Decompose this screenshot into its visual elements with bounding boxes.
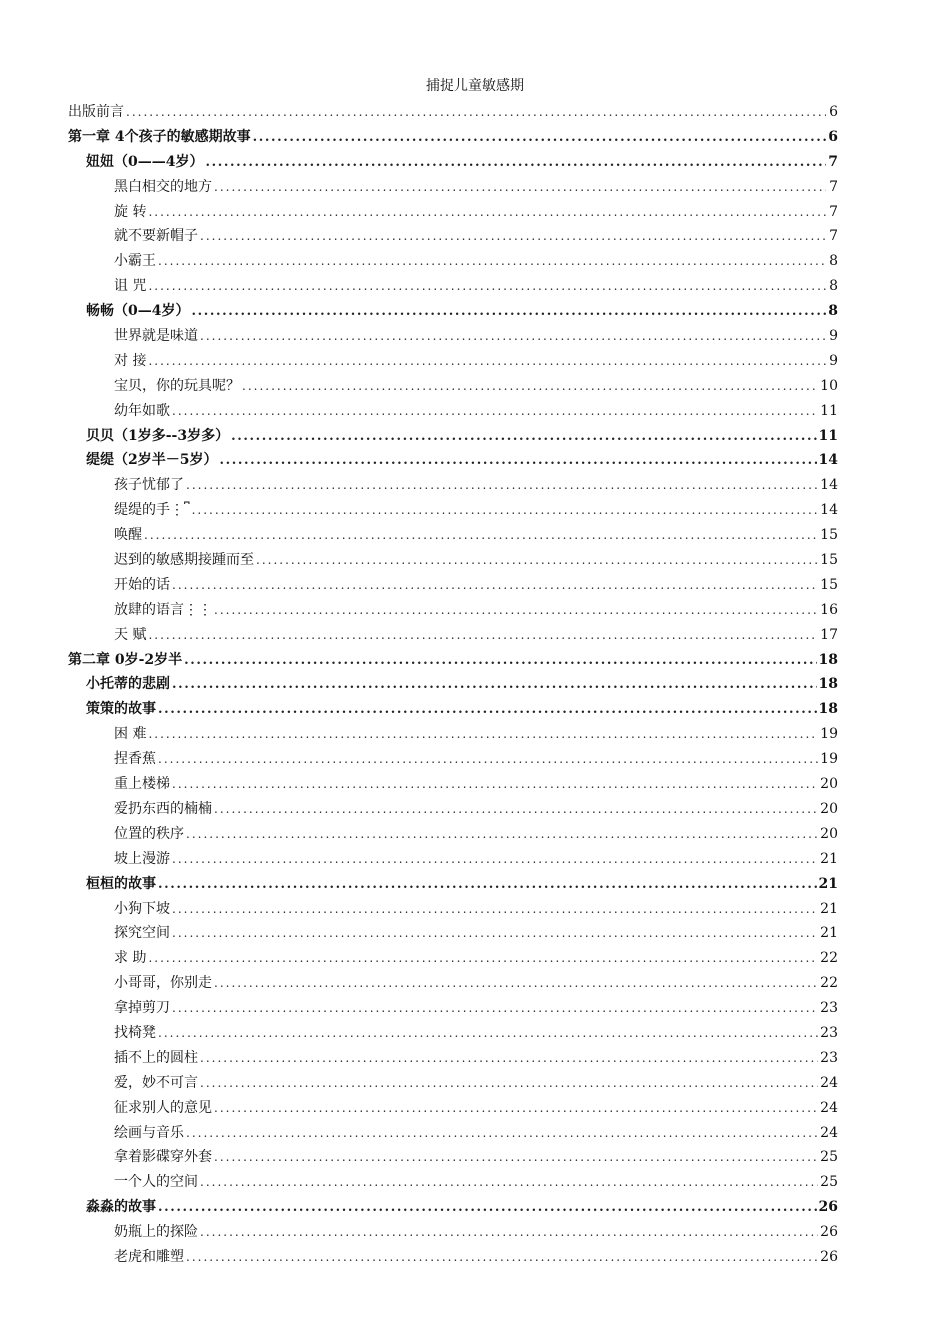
toc-page-number: 17 — [820, 626, 838, 643]
toc-entry-title: 位置的秩序 — [114, 825, 184, 842]
toc-dot-leader — [158, 698, 817, 722]
toc-dot-leader — [186, 1121, 818, 1146]
toc-chapter-entry[interactable] — [68, 125, 838, 150]
toc-dot-leader — [158, 249, 826, 274]
toc-dot-leader — [148, 200, 826, 225]
toc-page-number: 21 — [820, 850, 838, 867]
toc-dot-leader — [172, 921, 818, 946]
toc-page-number: 22 — [820, 975, 838, 992]
toc-page-number: 14 — [818, 452, 838, 469]
toc-dot-leader — [191, 300, 826, 324]
toc-dot-leader — [186, 822, 818, 847]
toc-subsection-entry[interactable] — [68, 274, 838, 299]
toc-entry-title: 缇缇（2岁半－5岁） — [86, 452, 218, 469]
toc-dot-leader — [172, 996, 818, 1021]
toc-entry-title: 老虎和雕塑 — [114, 1248, 184, 1265]
toc-subsection-entry[interactable] — [68, 1071, 838, 1096]
toc-dot-leader — [158, 873, 817, 897]
toc-dot-leader — [148, 722, 818, 747]
toc-page-number: 25 — [820, 1174, 838, 1191]
toc-page-number: 22 — [820, 950, 838, 967]
toc-entry-title: 拿着影碟穿外套 — [114, 1149, 212, 1166]
toc-page-number: 15 — [820, 576, 838, 593]
toc-entry-title: 妞妞（0——4岁） — [86, 153, 204, 170]
toc-page-number: 11 — [818, 427, 838, 444]
toc-entry-title: 奶瓶上的探险 — [114, 1224, 198, 1241]
toc-entry-title: 困 难 — [114, 726, 147, 743]
toc-entry-title: 小哥哥，你别走 — [114, 975, 212, 992]
toc-page-number: 19 — [820, 726, 838, 743]
toc-entry-title: 征求别人的意见 — [114, 1099, 212, 1116]
toc-section-entry[interactable] — [68, 299, 838, 324]
toc-dot-leader — [200, 324, 826, 349]
toc-section-entry[interactable] — [68, 424, 838, 449]
toc-subsection-entry[interactable] — [68, 1170, 838, 1195]
toc-page-number: 19 — [820, 751, 838, 768]
toc-entry-title: 天 赋 — [114, 626, 147, 643]
toc-entry-title: 黑白相交的地方 — [114, 178, 212, 195]
toc-entry-title: 一个人的空间 — [114, 1174, 198, 1191]
toc-entry-title: 孩子忧郁了 — [114, 477, 184, 494]
toc-subsection-entry[interactable] — [68, 175, 838, 200]
toc-page-number: 14 — [820, 502, 838, 519]
toc-entry-title: 拿掉剪刀 — [114, 1000, 170, 1017]
toc-entry-title: 唤醒 — [114, 527, 142, 544]
toc-entry-title: 畅畅（0—4岁） — [86, 303, 190, 320]
toc-subsection-entry[interactable] — [68, 598, 838, 623]
toc-page-number: 10 — [820, 377, 838, 394]
toc-subsection-entry[interactable] — [68, 1021, 838, 1046]
toc-page-number: 15 — [820, 527, 838, 544]
toc-subsection-entry[interactable] — [68, 224, 838, 249]
toc-subsection-entry[interactable] — [68, 200, 838, 225]
toc-section-entry[interactable] — [68, 697, 838, 722]
toc-subsection-entry[interactable] — [68, 847, 838, 872]
toc-dot-leader — [200, 1071, 818, 1096]
toc-subsection-entry[interactable] — [68, 971, 838, 996]
toc-dot-leader — [148, 623, 818, 648]
toc-page-number: 7 — [829, 228, 838, 245]
toc-page-number: 24 — [820, 1099, 838, 1116]
toc-subsection-entry[interactable] — [68, 897, 838, 922]
toc-entry-title: 缇缇的手⋮⎴ — [114, 502, 190, 519]
toc-section-entry[interactable] — [68, 448, 838, 473]
toc-dot-leader — [186, 1245, 818, 1270]
toc-dot-leader — [148, 349, 826, 374]
toc-entry-title: 淼淼的故事 — [86, 1199, 156, 1216]
toc-entry-title: 放肆的语言⋮⋮ — [114, 601, 212, 618]
toc-subsection-entry[interactable] — [68, 349, 838, 374]
toc-dot-leader — [219, 449, 816, 473]
toc-dot-leader — [126, 100, 826, 125]
toc-page-number: 6 — [828, 128, 838, 145]
toc-entry-title: 贝贝（1岁多--3岁多） — [86, 427, 230, 444]
toc-subsection-entry[interactable] — [68, 498, 838, 523]
toc-dot-leader — [214, 971, 818, 996]
toc-chapter-entry[interactable] — [68, 100, 838, 125]
toc-page-number: 9 — [829, 352, 838, 369]
toc-subsection-entry[interactable] — [68, 946, 838, 971]
toc-page-number: 7 — [828, 153, 838, 170]
toc-entry-title: 世界就是味道 — [114, 328, 198, 345]
toc-dot-leader — [172, 573, 818, 598]
toc-page-number: 8 — [829, 278, 838, 295]
toc-entry-title: 就不要新帽子 — [114, 228, 198, 245]
toc-dot-leader — [148, 274, 826, 299]
table-of-contents — [68, 100, 838, 1270]
toc-page-number: 6 — [829, 104, 838, 120]
toc-page-number: 26 — [820, 1224, 838, 1241]
toc-subsection-entry[interactable] — [68, 1145, 838, 1170]
toc-dot-leader — [253, 126, 826, 150]
toc-dot-leader — [200, 1220, 818, 1245]
toc-dot-leader — [158, 747, 818, 772]
toc-subsection-entry[interactable] — [68, 249, 838, 274]
toc-page-number: 23 — [820, 1024, 838, 1041]
toc-entry-title: 诅 咒 — [114, 278, 147, 295]
toc-entry-title: 迟到的敏感期接踵而至 — [114, 552, 254, 569]
toc-entry-title: 绘画与音乐 — [114, 1124, 184, 1141]
toc-page-number: 8 — [829, 253, 838, 270]
toc-subsection-entry[interactable] — [68, 399, 838, 424]
toc-page-number: 20 — [820, 825, 838, 842]
toc-subsection-entry[interactable] — [68, 548, 838, 573]
toc-entry-title: 小狗下坡 — [114, 900, 170, 917]
toc-section-entry[interactable] — [68, 150, 838, 175]
toc-section-entry[interactable] — [68, 1195, 838, 1220]
toc-subsection-entry[interactable] — [68, 1046, 838, 1071]
toc-dot-leader — [186, 473, 818, 498]
toc-page-number: 7 — [829, 203, 838, 220]
toc-entry-title: 求 助 — [114, 950, 147, 967]
toc-dot-leader — [200, 1046, 818, 1071]
toc-dot-leader — [214, 1096, 818, 1121]
toc-entry-title: 重上楼梯 — [114, 776, 170, 793]
toc-entry-title: 开始的话 — [114, 576, 170, 593]
toc-page-number: 21 — [820, 925, 838, 942]
toc-subsection-entry[interactable] — [68, 523, 838, 548]
toc-subsection-entry[interactable] — [68, 1121, 838, 1146]
toc-dot-leader — [242, 374, 818, 399]
toc-dot-leader — [200, 1170, 818, 1195]
toc-page-number: 21 — [818, 875, 838, 892]
toc-entry-title: 出版前言 — [68, 104, 124, 120]
toc-subsection-entry[interactable] — [68, 722, 838, 747]
toc-subsection-entry[interactable] — [68, 473, 838, 498]
toc-entry-title: 小托蒂的悲剧 — [86, 676, 170, 693]
toc-entry-title: 旋 转 — [114, 203, 147, 220]
toc-chapter-entry[interactable] — [68, 648, 838, 673]
toc-subsection-entry[interactable] — [68, 747, 838, 772]
toc-page-number: 24 — [820, 1124, 838, 1141]
toc-section-entry[interactable] — [68, 872, 838, 897]
toc-dot-leader — [172, 847, 818, 872]
toc-page-number: 26 — [820, 1248, 838, 1265]
toc-subsection-entry[interactable] — [68, 1096, 838, 1121]
toc-page-number: 18 — [818, 701, 838, 718]
toc-page-number: 24 — [820, 1074, 838, 1091]
toc-dot-leader — [200, 224, 826, 249]
toc-entry-title: 宝贝，你的玩具呢？ — [114, 377, 240, 394]
toc-page-number: 18 — [818, 651, 838, 668]
toc-page-number: 18 — [818, 676, 838, 693]
toc-entry-title: 插不上的圆柱 — [114, 1049, 198, 1066]
toc-dot-leader — [172, 673, 817, 697]
toc-entry-title: 对 接 — [114, 352, 147, 369]
toc-entry-title: 爱，妙不可言 — [114, 1074, 198, 1091]
toc-page-number: 23 — [820, 1000, 838, 1017]
toc-page-number: 21 — [820, 900, 838, 917]
toc-dot-leader — [172, 897, 818, 922]
toc-dot-leader — [192, 498, 819, 523]
toc-subsection-entry[interactable] — [68, 374, 838, 399]
toc-page-number: 26 — [818, 1199, 838, 1216]
toc-subsection-entry[interactable] — [68, 1245, 838, 1270]
toc-section-entry[interactable] — [68, 672, 838, 697]
toc-page-number: 8 — [828, 303, 838, 320]
toc-dot-leader — [158, 1021, 818, 1046]
toc-entry-title: 找椅凳 — [114, 1024, 156, 1041]
toc-entry-title: 小霸王 — [114, 253, 156, 270]
document-title: 捕捉儿童敏感期 — [426, 78, 524, 94]
toc-page-number: 14 — [820, 477, 838, 494]
toc-dot-leader — [214, 598, 818, 623]
toc-subsection-entry[interactable] — [68, 573, 838, 598]
toc-subsection-entry[interactable] — [68, 1220, 838, 1245]
toc-entry-title: 策策的故事 — [86, 701, 156, 718]
toc-entry-title: 捏香蕉 — [114, 751, 156, 768]
toc-entry-title: 幼年如歌 — [114, 402, 170, 419]
toc-page-number: 23 — [820, 1049, 838, 1066]
toc-dot-leader — [184, 649, 816, 673]
toc-subsection-entry[interactable] — [68, 797, 838, 822]
toc-entry-title: 桓桓的故事 — [86, 875, 156, 892]
toc-dot-leader — [214, 797, 818, 822]
toc-dot-leader — [214, 1145, 818, 1170]
toc-dot-leader — [144, 523, 818, 548]
toc-page-number: 25 — [820, 1149, 838, 1166]
toc-subsection-entry[interactable] — [68, 822, 838, 847]
toc-page-number: 7 — [829, 178, 838, 195]
toc-entry-title: 坡上漫游 — [114, 850, 170, 867]
toc-page-number: 20 — [820, 776, 838, 793]
toc-dot-leader — [231, 425, 816, 449]
toc-dot-leader — [205, 151, 826, 175]
toc-entry-title: 探究空间 — [114, 925, 170, 942]
toc-subsection-entry[interactable] — [68, 996, 838, 1021]
toc-page-number: 9 — [829, 328, 838, 345]
toc-subsection-entry[interactable] — [68, 623, 838, 648]
toc-dot-leader — [148, 946, 818, 971]
toc-dot-leader — [158, 1196, 817, 1220]
toc-entry-title: 爱扔东西的楠楠 — [114, 800, 212, 817]
toc-dot-leader — [214, 175, 826, 200]
toc-dot-leader — [256, 548, 818, 573]
toc-subsection-entry[interactable] — [68, 324, 838, 349]
toc-dot-leader — [172, 399, 818, 424]
toc-page-number: 20 — [820, 800, 838, 817]
toc-subsection-entry[interactable] — [68, 772, 838, 797]
toc-dot-leader — [172, 772, 818, 797]
toc-entry-title: 第二章 0岁-2岁半 — [68, 651, 183, 668]
toc-page-number: 11 — [820, 402, 838, 419]
toc-entry-title: 第一章 4个孩子的敏感期故事 — [68, 128, 251, 145]
toc-page-number: 15 — [820, 552, 838, 569]
toc-page-number: 16 — [820, 601, 838, 618]
toc-subsection-entry[interactable] — [68, 921, 838, 946]
